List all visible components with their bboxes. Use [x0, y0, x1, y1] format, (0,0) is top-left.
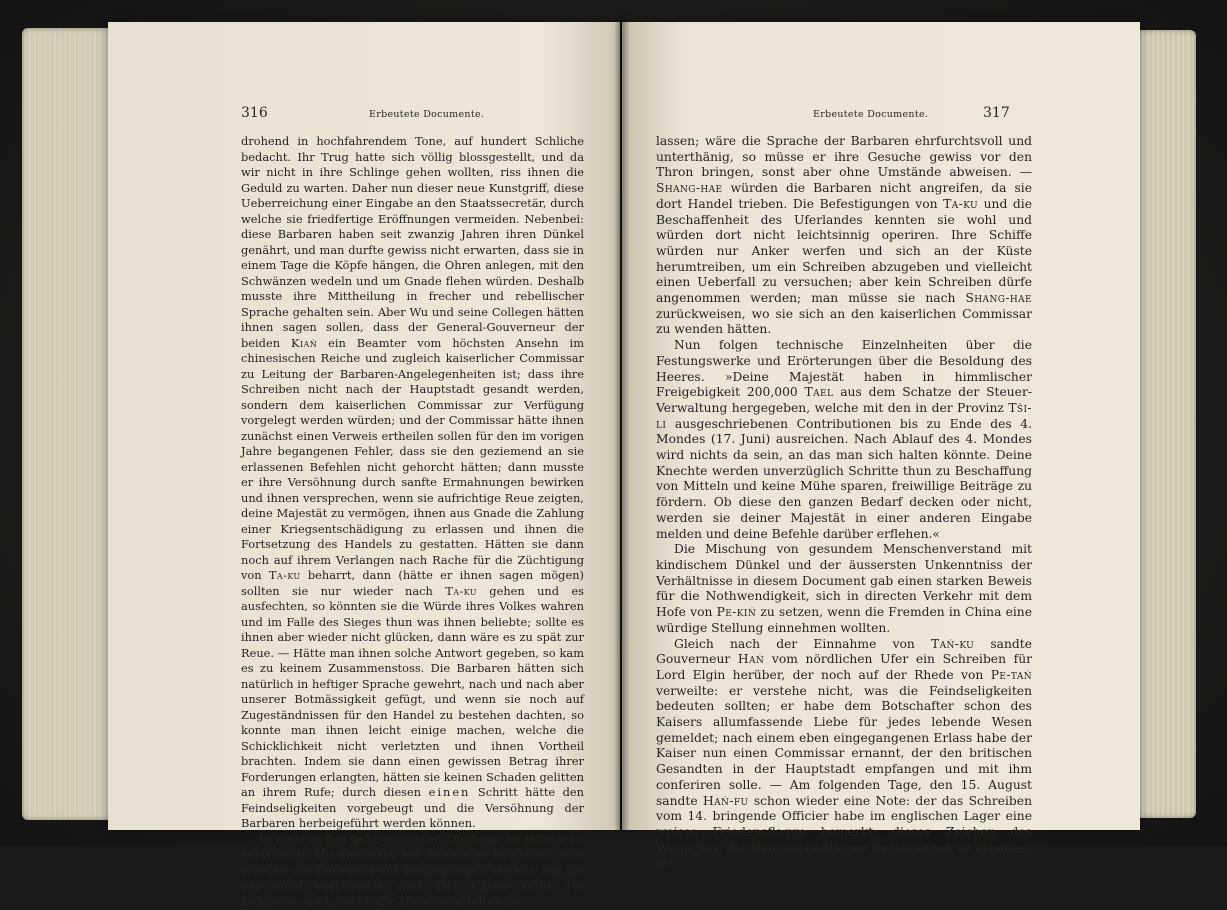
- emphasis: einen: [429, 785, 471, 799]
- book-gutter: [614, 20, 630, 832]
- page-edges-right: [1136, 30, 1196, 818]
- paragraph: [241, 134, 584, 832]
- proper-name: Shang-hae: [656, 181, 723, 195]
- proper-name: Pe-tań: [991, 668, 1032, 682]
- proper-name: Shang-hae: [965, 291, 1032, 305]
- text-run: verweilte: er verstehe nicht, was die Feindseligkeiten bedeuten sollten; er habe dem Botschafter schon des Kaisers allumfassende Liebe für jedes lebende Wesen gemeldet; nach einem eben eingegangenen Erlass habe der Kaiser nun einen Commissar ernannt, der den britischen Gesandten in der Hauptstadt empfangen und mit ihm conferiren solle. — Am folgenden Tage, den 15. August sandte: [656, 684, 1032, 808]
- text-run: drohend in hochfahrendem Tone, auf hundert Schliche bedacht. Ihr Trug hatte sich völlig blossgestellt, und da wir nicht in ihre Schlinge gehen wollten, riss ihnen die Geduld zu warten. Daher nun dieser neue Kunstgriff, diese Ueberreichung einer Eingabe an den Staatssecretär, durch welche sie friedfertige Eröffnungen vermeiden. Nebenbei: diese Barbaren haben seit zwanzig Jahren ihren Dünkel genährt, und man durfte gewiss nicht erwarten, dass sie in einem Tage die Köpfe hängen, die Ohren anlegen, mit den Schwänzen wedeln und um Gnade flehen würden. Deshalb musste ihre Mittheilung in frecher und rebellischer Sprache gehalten sein. Aber Wu und seine Collegen hätten ihnen sagen sollen, dass der General-Gouverneur der beiden: [241, 134, 584, 350]
- paragraph: [656, 134, 1032, 338]
- text-run: ausgeschriebenen Contributionen bis zu Ende des 4. Mondes (17. Juni) ausreichen. Nach Ablauf des 4. Mondes wird nichts da sein, an das man sich halten könnte. Deine Knechte werden unverzüglich Schritte thun zu Beschaffung von Mitteln und keine Mühe sparen, freiwillige Beiträge zu fördern. Ob diese den ganzen Bedarf decken oder nicht, werden sie deiner Majestät in einer anderen Eingabe melden und deine Befehle darüber erflehen.«: [656, 417, 1032, 541]
- paragraph: [241, 832, 584, 910]
- proper-name: Ta-ku: [445, 584, 477, 598]
- proper-name: Hań: [738, 652, 764, 666]
- right-page-header: [622, 105, 1140, 127]
- text-run: gehen und es ausfechten, so könnten sie die Würde ihres Volkes wahren und im Falle des Sieges thun was ihnen beliebte; sollte es ihnen aber wieder nicht glücken, dann wäre es zu spät zur Reue. — Hätte man ihnen solche Antwort gegeben, so kam es zu keinem Zusammenstoss. Die Barbaren hätten sich natürlich in heftiger Sprache gewehrt, nach und nach aber unserer Botmässigkeit gefügt, und wenn sie noch auf Zugeständnissen für den Handel zu bestehen dachten, so konnte man ihnen leicht einige machen, welche die Schicklichkeit nicht verletzten und ihnen Vortheil brachten. Indem sie dann einen gewissen Betrag ihrer Forderungen erlangten, hätten sie keinen Schaden gelitten an ihrem Rufe; durch diesen: [241, 584, 584, 800]
- right-running-title: Erbeutete Documente.: [813, 109, 928, 120]
- text-run: ein Beamter vom höchsten Ansehn im chinesischen Reiche und zugleich kaiserlicher Commissar zu Leitung der Barbaren-Angelegenheiten ist; dass ihre Schreiben nicht nach der Hauptstadt gesandt werden, sondern dem kaiserlichen Commissar zur Verfügung vorgelegt werden würden; und der Commissar hätte ihnen zunächst einen Verweis ertheilen sollen für den im vorigen Jahre begangenen Fehler, dass sie den geziemend an sie erlassenen Befehlen nicht gehorcht hätten; dann musste er ihre Versöhnung durch sanfte Ermahnungen bewirken und ihnen versprechen, wenn sie aufrichtige Reue zeigten, deine Majestät zu vermögen, ihnen aus Gnade die Zahlung einer Kriegsentschädigung zu erlassen und ihnen die Fortsetzung des Handels zu gestatten. Hätten sie dann noch auf ihrem Verlangen nach Rache für die Züchtigung von: [241, 336, 584, 583]
- text-run: Die Mischung von gesundem Menschenverstand mit kindischem Dünkel und der äussersten Unkenntniss der Verhältnisse in diesem Document gab einen starken Beweis für die Nothwendigkeit, sich in directen Verkehr mit dem Hofe von: [656, 542, 1032, 619]
- left-running-title: Erbeutete Documente.: [369, 109, 484, 120]
- paragraph: [656, 542, 1032, 636]
- proper-name: Kiań: [291, 336, 317, 350]
- proper-name: Tań-ku: [931, 637, 974, 651]
- proper-name: Ta-ku: [943, 197, 978, 211]
- right-page-text: [656, 134, 1032, 872]
- right-page-number: 317: [983, 105, 1010, 121]
- left-page-text: [241, 134, 584, 910]
- text-run: Gleich nach der Einnahme von: [674, 637, 931, 651]
- proper-name: Tši-li: [656, 401, 1032, 431]
- text-run: sandte Gouverneur: [656, 637, 1032, 667]
- text-run: schon wieder eine Note: der das Schreiben vom 14. bringende Officier habe im englischen Lager eine weisse Friedensflagge bemerkt; dieses Zeichen des Wunsches, die freundschaftlichen Beziehungen zu erhalten, sei: [656, 794, 1032, 871]
- text-run: beharrt, dann (hätte er ihnen sagen mögen) sollten sie nur wieder nach: [241, 568, 584, 598]
- proper-name: Pe-kiń: [717, 605, 757, 619]
- proper-name: Ho-kwei-tsiń: [315, 847, 396, 861]
- proper-name: Tael: [805, 385, 834, 399]
- text-run: aus dem Schatze der Steuer-Verwaltung hergegeben, welche mit den in der Provinz: [656, 385, 1032, 415]
- paragraph: [656, 338, 1032, 542]
- proper-name: Hań-fu: [703, 794, 748, 808]
- page-edges-left: [22, 28, 114, 820]
- text-run: vom nördlichen Ufer ein Schreiben für Lord Elgin herüber, der noch auf der Rhede von: [656, 652, 1032, 682]
- text-run: hat Schwäche bewiesen; nun werden die Barbaren uns Bedingungen stellen, auf die wir nicht vorbereitet sind. Der Kaiser sollte Ho anweisen, sich durch die Umstände leiten zu: [241, 847, 584, 908]
- text-run: würden die Barbaren nicht angreifen, da sie dort Handel trieben. Die Befestigungen von: [656, 181, 1032, 211]
- text-run: Nun folgen technische Einzelnheiten über die Festungswerke und Erörterungen über die Besoldung des Heeres. »Deine Majestät haben in himmlischer Freigebigkeit 200,000: [656, 338, 1032, 399]
- text-run: lassen; wäre die Sprache der Barbaren ehrfurchtsvoll und unterthänig, so müsse er ihre Gesuche gewiss vor den Thron bringen, sonst aber ohne Umstände abweisen. —: [656, 134, 1032, 179]
- text-run: zurückweisen, wo sie sich an den kaiserlichen Commissar zu wenden hätten.: [656, 307, 1032, 337]
- text-run: zu setzen, wenn die Fremden in China eine würdige Stellung einnehmen wollten.: [656, 605, 1032, 635]
- paragraph: [656, 637, 1032, 873]
- left-page-number: 316: [241, 105, 268, 121]
- text-run: Schritt hätte den Feindseligkeiten vorgebeugt und die Versöhnung der Barbaren herbeigeführt werden können.: [241, 785, 584, 830]
- proper-name: Ta-ku: [269, 568, 301, 582]
- text-run: und die Beschaffenheit des Uferlandes kennten sie wohl und würden dort nicht leichtsinnig operiren. Ihre Schiffe würden nur Anker werfen und sich an der Küste herumtreiben, um ein Schreiben abzugeben und vielleicht einen Ueberfall zu versuchen; aber kein Schreiben dürfe angenommen werden; man müsse sie nach: [656, 197, 1032, 305]
- text-run: In diesem Ton geht es weiter. Die Lage ist jetzt sehr verwickelt;: [241, 832, 584, 862]
- left-page-header: [108, 105, 620, 127]
